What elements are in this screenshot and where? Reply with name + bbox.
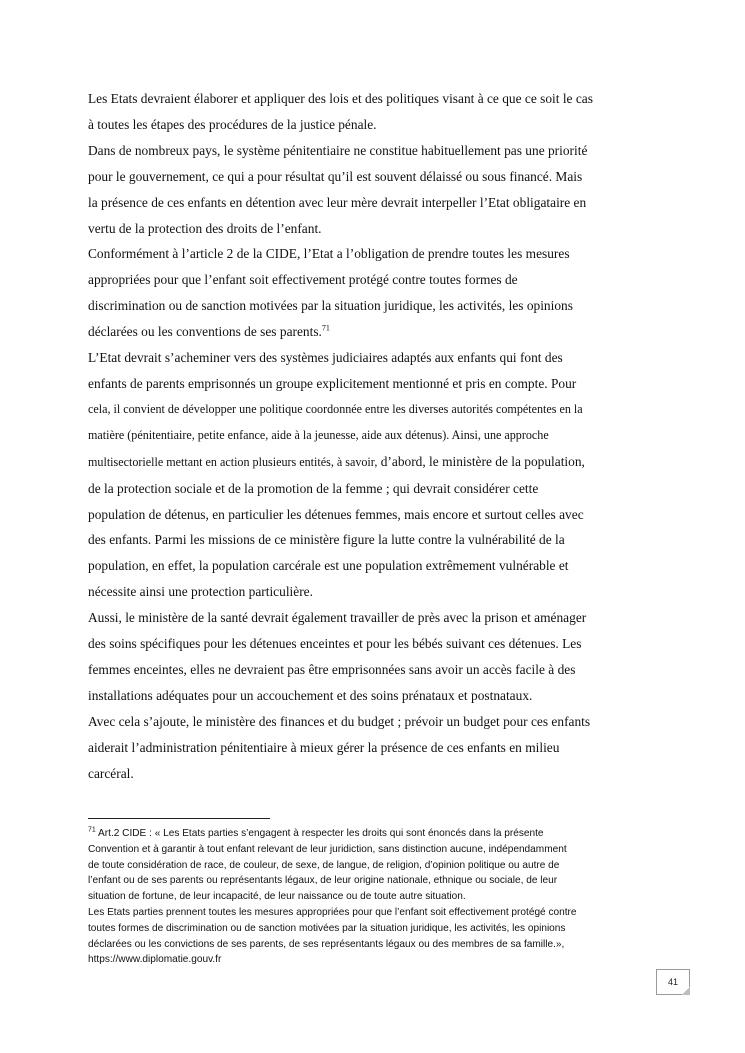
body-line-with-footnote-ref bbox=[88, 319, 663, 345]
body-line: enfants de parents emprisonnés un groupe explicitement mentionné et pris en compte. Pour bbox=[88, 375, 577, 391]
footnote-line: situation de fortune, de leur incapacité, de leur naissance ou de toute autre situation. bbox=[88, 891, 466, 903]
body-line: L’Etat devrait s’acheminer vers des systèmes judiciaires adaptés aux enfants qui font des bbox=[88, 350, 563, 366]
page-number-box bbox=[656, 969, 690, 995]
body-line: de la protection sociale et de la promotion de la femme ; qui devrait considérer cette bbox=[88, 480, 539, 496]
footnote-line-text: Art.2 CIDE : « Les Etats parties s’engagent à respecter les droits qui sont énoncés dans la présente bbox=[95, 828, 544, 839]
page-number: 41 bbox=[667, 977, 678, 987]
footnote-number: 71 bbox=[88, 826, 96, 834]
body-line: discrimination ou de sanction motivées par la situation juridique, les activités, les opinions bbox=[88, 298, 573, 314]
body-line-text: déclarées ou les conventions de ses parents. bbox=[88, 324, 322, 340]
body-line: matière (pénitentiaire, petite enfance, aide à la jeunesse, aide aux détenus). Ainsi, une approche bbox=[88, 427, 549, 442]
body-line: pour le gouvernement, ce qui a pour résultat qu’il est souvent délaissé ou sous financé. Mais bbox=[88, 168, 583, 184]
footnote bbox=[88, 826, 668, 968]
footnote-line: Les Etats parties prennent toutes les mesures appropriées pour que l’enfant soit effectivement protégé contre bbox=[88, 906, 577, 918]
body-line: appropriées pour que l’enfant soit effectivement protégé contre toutes formes de bbox=[88, 272, 518, 288]
body-line: Dans de nombreux pays, le système pénitentiaire ne constitue habituellement pas une priorité bbox=[88, 142, 588, 158]
footnote-line: l’enfant ou de ses parents ou représentants légaux, de leur origine nationale, ethnique ou sociale, de leur bbox=[88, 875, 558, 887]
body-text bbox=[88, 86, 663, 786]
body-line: Conformément à l’article 2 de la CIDE, l’Etat a l’obligation de prendre toutes les mesures bbox=[88, 246, 570, 262]
body-line-part: multisectorielle mettant en action plusieurs entités, à savoir, bbox=[88, 454, 378, 469]
body-line: à toutes les étapes des procédures de la justice pénale. bbox=[88, 116, 377, 132]
body-line-part: d’abord, le ministère de la population, bbox=[380, 453, 585, 469]
footnote-line: déclarées ou les convictions de ses parents, de ses représentants légaux ou des membres de sa famille.», bbox=[88, 938, 565, 950]
body-line: la présence de ces enfants en détention avec leur mère devrait interpeller l’Etat obligataire en bbox=[88, 194, 587, 210]
footnote-separator bbox=[88, 818, 270, 819]
body-line: femmes enceintes, elles ne devraient pas être emprisonnées sans avoir un accès facile à des bbox=[88, 661, 576, 677]
body-line: Les Etats devraient élaborer et appliquer des lois et des politiques visant à ce que ce soit le cas bbox=[88, 91, 593, 106]
body-line: population, en effet, la population carcérale est une population extrêmement vulnérable et bbox=[88, 558, 569, 574]
body-line: nécessite ainsi une protection particulière. bbox=[88, 584, 313, 600]
footnote-reference[interactable]: 71 bbox=[321, 323, 330, 333]
body-line-mixed bbox=[88, 449, 663, 476]
footnote-line: Convention et à garantir à tout enfant relevant de leur juridiction, sans distinction aucune, indépendamment bbox=[88, 843, 567, 855]
body-line: cela, il convient de développer une politique coordonnée entre les diverses autorités compétentes en la bbox=[88, 401, 583, 416]
footnote-line: de toute considération de race, de couleur, de sexe, de langue, de religion, d’opinion politique ou autre de bbox=[88, 859, 560, 871]
footnote-line: toutes formes de discrimination ou de sanction motivées par la situation juridique, les activités, les opinions bbox=[88, 922, 566, 934]
body-line: des soins spécifiques pour les détenues enceintes et pour les bébés suivant ces détenues. Les bbox=[88, 636, 582, 652]
body-line: carcéral. bbox=[88, 765, 134, 781]
body-line: vertu de la protection des droits de l’enfant. bbox=[88, 220, 322, 236]
body-line: Avec cela s’ajoute, le ministère des finances et du budget ; prévoir un budget pour ces enfants bbox=[88, 713, 591, 729]
body-line: Aussi, le ministère de la santé devrait également travailler de près avec la prison et aménager bbox=[88, 610, 587, 626]
body-line: population de détenus, en particulier les détenues femmes, mais encore et surtout celles avec bbox=[88, 506, 584, 522]
body-line: installations adéquates pour un accouchement et des soins prénataux et postnataux. bbox=[88, 687, 533, 703]
body-line: des enfants. Parmi les missions de ce ministère figure la lutte contre la vulnérabilité de la bbox=[88, 532, 565, 548]
footnote-line bbox=[88, 826, 668, 842]
page-curl-icon bbox=[682, 987, 690, 995]
body-line: aiderait l’administration pénitentiaire à mieux gérer la présence de ces enfants en milieu bbox=[88, 739, 560, 755]
footnote-link[interactable]: https://www.diplomatie.gouv.fr bbox=[88, 954, 222, 966]
